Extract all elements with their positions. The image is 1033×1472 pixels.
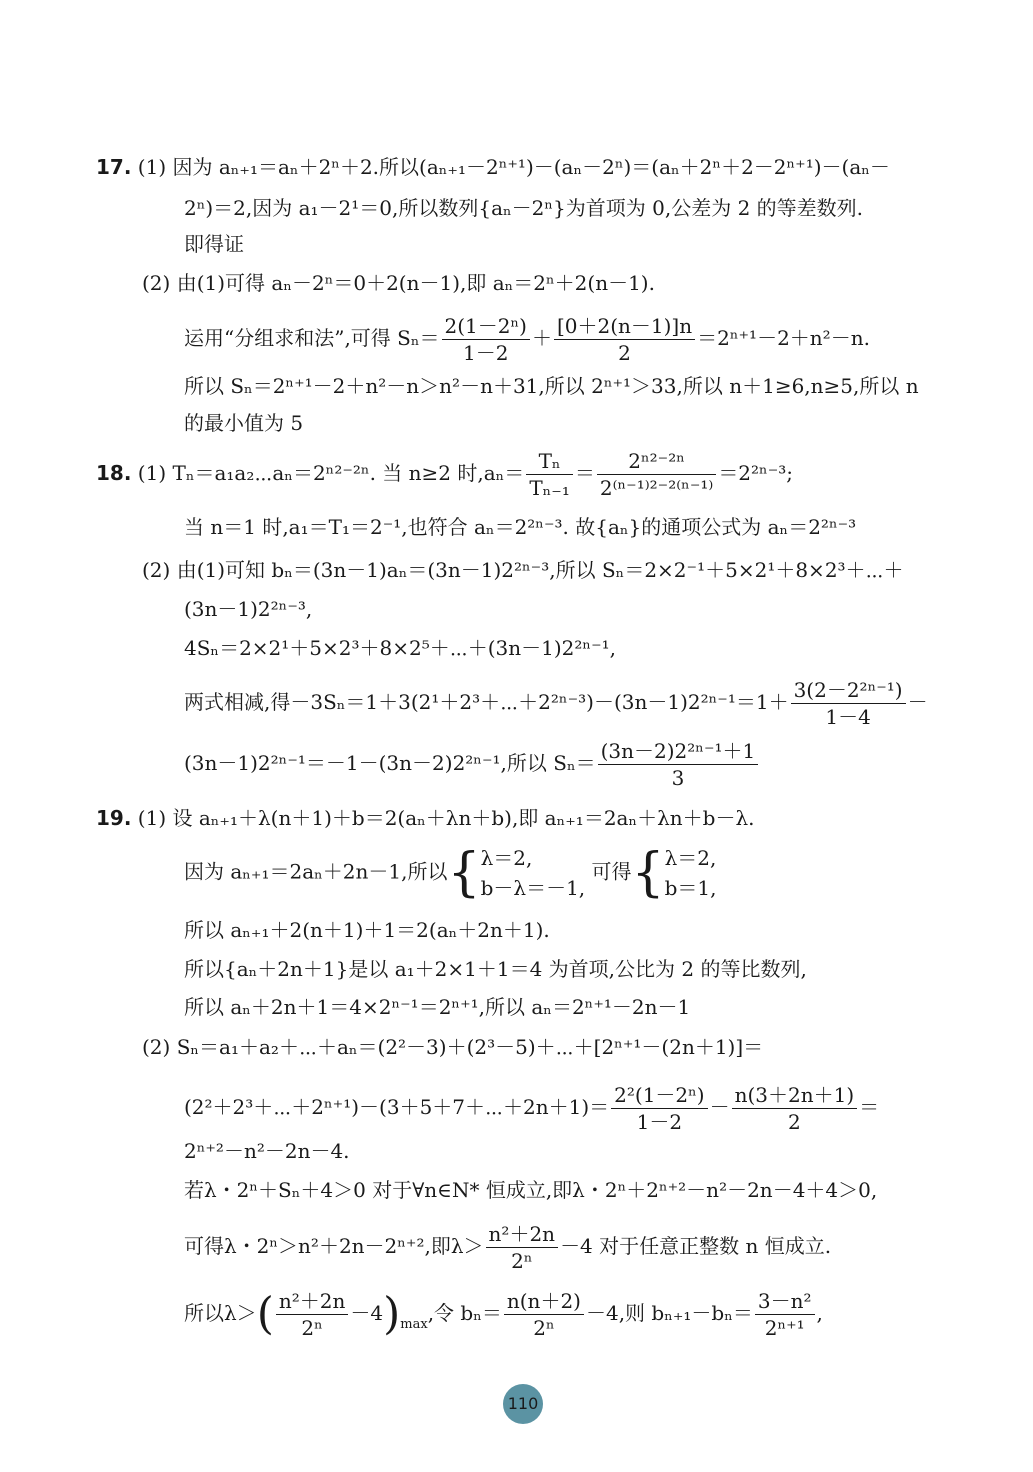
problem-17-part1-line3: 即得证 [184, 232, 244, 256]
problem-18-part2-line4 [184, 677, 928, 730]
text-segment: －4,则 bₙ₊₁－bₙ＝ [585, 1301, 753, 1325]
problem-18-part2-line2: (3n－1)2²ⁿ⁻³, [184, 597, 313, 621]
text-line: 因为 aₙ₊₁＝aₙ＋2ⁿ＋2.所以(aₙ₊₁－2ⁿ⁺¹)－(aₙ－2ⁿ)＝(aₙ＋2ⁿ＋2－2ⁿ⁺¹)－(aₙ－ [172, 155, 890, 179]
numerator: [0＋2(n－1)]n [554, 313, 695, 340]
problem-number: 18. [96, 461, 132, 485]
problem-18-part1-line1 [96, 448, 793, 501]
numerator: n(n＋2) [504, 1288, 584, 1315]
problem-18-part2-line5 [184, 738, 760, 791]
problem-number: 19. [96, 806, 132, 830]
fraction [554, 313, 695, 366]
problem-number: 17. [96, 155, 132, 179]
denominator: 2 [788, 1110, 801, 1134]
problem-19-part2-line1 [142, 1033, 763, 1061]
problem-17-part1-line2: 2ⁿ)＝2,因为 a₁－2¹＝0,所以数列{aₙ－2ⁿ}为首项为 0,公差为 2 的等差数列. [184, 196, 864, 220]
text-segment: 可得 [591, 859, 632, 884]
problem-17-part1-line1 [96, 153, 890, 181]
text-segment: ＋ [531, 326, 552, 350]
numerator: 2(1－2ⁿ) [442, 313, 530, 340]
text-segment: 因为 aₙ₊₁＝2aₙ＋2n－1,所以 [184, 859, 448, 884]
fraction [597, 448, 716, 501]
problem-17-part2-line3: 所以 Sₙ＝2ⁿ⁺¹－2＋n²－n＞n²－n＋31,所以 2ⁿ⁺¹＞33,所以 n＋1≥6,n≥5,所以 n [184, 374, 919, 398]
problem-19-part1-line4: 所以{aₙ＋2n＋1}是以 a₁＋2×1＋1＝4 为首项,公比为 2 的等比数列, [184, 957, 807, 981]
equation: λ＝2, [664, 846, 717, 870]
numerator: 2²(1－2ⁿ) [611, 1082, 707, 1109]
part-label: (2) [142, 271, 171, 295]
problem-17-part2-line2 [184, 313, 870, 366]
problem-19-part2-line4: 若λ・2ⁿ＋Sₙ＋4＞0 对于∀n∈N* 恒成立,即λ・2ⁿ＋2ⁿ⁺²－n²－2n－4＋4＞0, [184, 1178, 878, 1202]
fraction [755, 1288, 815, 1341]
denominator: 3 [671, 766, 685, 790]
page-number-badge: 110 [503, 1384, 543, 1424]
problem-19-part2-line6 [184, 1288, 823, 1341]
denominator: 1－2 [636, 1110, 683, 1134]
problem-17-part2-line4: 的最小值为 5 [184, 411, 304, 435]
part-label: (2) [142, 558, 171, 582]
equation: b＝1, [664, 876, 717, 900]
text-segment: (2²＋2³＋⋯＋2ⁿ⁺¹)－(3＋5＋7＋⋯＋2n＋1)＝ [184, 1095, 610, 1119]
fraction [611, 1082, 707, 1135]
text-line: Sₙ＝a₁＋a₂＋⋯＋aₙ＝(2²－3)＋(2³－5)＋⋯＋[2ⁿ⁺¹－(2n＋1)]＝ [176, 1035, 764, 1059]
max-subscript: max [400, 1317, 428, 1332]
text-segment: ＝2²ⁿ⁻³; [718, 461, 794, 485]
fraction [486, 1221, 559, 1274]
denominator: 2 [618, 341, 631, 365]
text-segment: ,令 bₙ＝ [427, 1301, 502, 1325]
problem-19-part1-line3: 所以 aₙ₊₁＋2(n＋1)＋1＝2(aₙ＋2n＋1). [184, 918, 550, 942]
text-line: 由(1)可知 bₙ＝(3n－1)aₙ＝(3n－1)2²ⁿ⁻³,所以 Sₙ＝2×2⁻¹＋5×2¹＋8×2³＋⋯＋ [176, 558, 904, 582]
denominator: 1－4 [825, 705, 871, 729]
text-segment: 可得λ・2ⁿ＞n²＋2n－2ⁿ⁺²,即λ＞ [184, 1234, 484, 1258]
fraction [442, 313, 530, 366]
denominator: 2ⁿ [511, 1249, 533, 1273]
part-label: (1) [137, 461, 167, 485]
problem-18-part2-line1 [142, 556, 904, 584]
equation-system [665, 843, 717, 903]
text-segment: ＝ [859, 1095, 880, 1119]
text-segment: ＝2ⁿ⁺¹－2＋n²－n. [697, 326, 870, 350]
text-segment: －4 对于任意正整数 n 恒成立. [560, 1234, 832, 1258]
problem-19-part1-line5: 所以 aₙ＋2n＋1＝4×2ⁿ⁻¹＝2ⁿ⁺¹,所以 aₙ＝2ⁿ⁺¹－2n－1 [184, 995, 691, 1019]
text-segment: 两式相减,得－3Sₙ＝1＋3(2¹＋2³＋⋯＋2²ⁿ⁻³)－(3n－1)2²ⁿ⁻¹＝1＋ [184, 690, 789, 714]
fraction [598, 738, 759, 791]
text-line: 由(1)可得 aₙ－2ⁿ＝0＋2(n－1),即 aₙ＝2ⁿ＋2(n－1). [176, 271, 655, 295]
denominator: 2ⁿ [533, 1316, 555, 1340]
equation: b－λ＝－1, [480, 876, 586, 900]
text-segment: － [907, 690, 928, 714]
right-paren: ) [383, 1288, 401, 1340]
numerator: n²＋2n [486, 1221, 559, 1248]
left-paren: ( [256, 1288, 274, 1340]
left-brace: { [447, 843, 481, 903]
fraction [276, 1288, 349, 1341]
problem-19-part1-line2 [184, 843, 717, 903]
part-label: (1) [137, 806, 167, 830]
fraction [526, 448, 573, 501]
fraction [504, 1288, 584, 1341]
problem-19-part2-line5 [184, 1221, 831, 1274]
text-segment: Tₙ＝a₁a₂⋯aₙ＝2ⁿ²⁻²ⁿ. 当 n≥2 时,aₙ＝ [172, 461, 525, 485]
denominator: 2ⁿ⁺¹ [764, 1316, 805, 1340]
problem-19-part2-line2 [184, 1082, 879, 1135]
problem-19-part1-line1 [96, 804, 755, 832]
denominator: 2ⁿ [301, 1316, 323, 1340]
left-brace: { [631, 843, 665, 903]
text-line: 设 aₙ₊₁＋λ(n＋1)＋b＝2(aₙ＋λn＋b),即 aₙ₊₁＝2aₙ＋λn＋b－λ. [172, 806, 755, 830]
text-segment: 所以λ＞ [184, 1301, 257, 1325]
numerator: 3(2－2²ⁿ⁻¹) [791, 677, 906, 704]
text-segment: ＝ [574, 461, 595, 485]
numerator: 2ⁿ²⁻²ⁿ [597, 448, 716, 475]
denominator: 1－2 [463, 341, 509, 365]
numerator: n(3＋2n＋1) [732, 1082, 858, 1109]
text-segment: , [816, 1301, 823, 1325]
fraction [732, 1082, 858, 1135]
part-label: (1) [137, 155, 167, 179]
problem-19-part2-line3: 2ⁿ⁺²－n²－2n－4. [184, 1139, 350, 1163]
equation: λ＝2, [480, 846, 533, 870]
problem-17-part2-line1 [142, 269, 655, 297]
problem-18-part1-line2: 当 n＝1 时,a₁＝T₁＝2⁻¹,也符合 aₙ＝2²ⁿ⁻³. 故{aₙ}的通项公式为 aₙ＝2²ⁿ⁻³ [184, 515, 857, 539]
part-label: (2) [142, 1035, 171, 1059]
numerator: Tₙ [526, 448, 573, 475]
text-segment: 运用“分组求和法”,可得 Sₙ＝ [184, 326, 440, 350]
numerator: n²＋2n [276, 1288, 349, 1315]
fraction [791, 677, 906, 730]
equation-system [481, 843, 586, 903]
text-segment: －4 [350, 1301, 384, 1325]
problem-18-part2-line3: 4Sₙ＝2×2¹＋5×2³＋8×2⁵＋⋯＋(3n－1)2²ⁿ⁻¹, [184, 636, 617, 660]
text-segment: － [709, 1095, 730, 1119]
numerator: 3－n² [755, 1288, 815, 1315]
denominator: Tₙ₋₁ [529, 476, 570, 500]
numerator: (3n－2)2²ⁿ⁻¹＋1 [598, 738, 759, 765]
text-segment: (3n－1)2²ⁿ⁻¹＝－1－(3n－2)2²ⁿ⁻¹,所以 Sₙ＝ [184, 751, 596, 775]
denominator: 2⁽ⁿ⁻¹⁾²⁻²⁽ⁿ⁻¹⁾ [599, 476, 714, 500]
